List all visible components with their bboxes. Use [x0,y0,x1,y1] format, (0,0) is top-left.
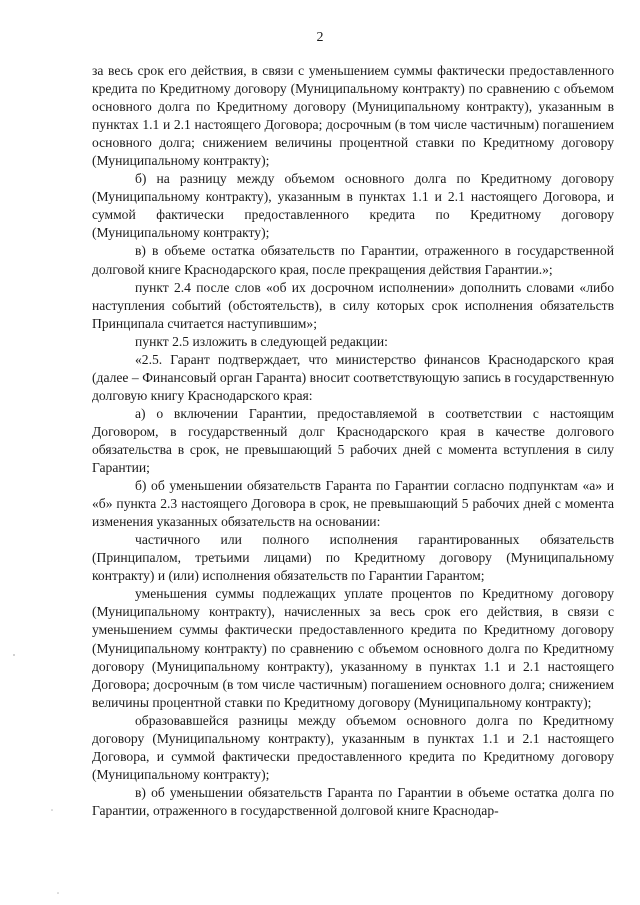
paragraph-clause-2-5-a: а) о включении Гарантии, предоставляемой в соответствии с настоящим Договором, в государственный долг Краснодарского края в качестве долгового обязательства в срок, не превышающий 5 рабочих дней с момента вступления в силу Гарантии; [92,405,614,476]
paragraph-continuation: за весь срок его действия, в связи с уменьшением суммы фактически предоставленного кредита по Кредитному договору (Муниципальному контракту) по сравнению с объемом основного долга по Кредитному договору (Муниципальному контракту), указанным в пунктах 1.1 и 2.1 настоящего Договора; досрочным (в том числе частичным) погашением основного долга; снижением величины процентной ставки по Кредитному договору (Муниципальному контракту); [92,63,614,169]
paragraph-subitem-v: в) в объеме остатка обязательств по Гарантии, отраженного в государственной долговой книге Краснодарского края, после прекращения действия Гарантии.»; [92,243,614,277]
paragraph-clause-2-5: «2.5. Гарант подтверждает, что министерство финансов Краснодарского края (далее – Финансовый орган Гаранта) вносит соответствующую запись в государственную долговую книгу Краснодарского края: [92,351,614,403]
paragraph-basis-1: частичного или полного исполнения гарантированных обязательств (Принципалом, третьими лицами) по Кредитному договору (Муниципальному контракту) и (или) исполнения обязательств по Гарантии Гарантом; [92,532,614,584]
page-number: 2 [316,30,324,45]
paragraph-clause-2-5-v: в) об уменьшении обязательств Гаранта по Гарантии в объеме остатка долга по Гарантии, отраженного в государственной долговой книге Краснодар- [92,784,614,818]
paragraph-subitem-b: б) на разницу между объемом основного долга по Кредитному договору (Муниципальному контракту), указанным в пунктах 1.1 и 2.1 настоящего Договора, и суммой фактически предоставленного кредита по Кредитному договору (Муниципальному контракту); [92,171,614,241]
paragraph-clause-2-4: пункт 2.4 после слов «об их досрочном исполнении» дополнить словами «либо наступления событий (обстоятельств), в силу которых срок исполнения обязательств Принципала считается наступившим»; [92,279,614,331]
paragraph-clause-2-5-intro: пункт 2.5 изложить в следующей редакции: [135,333,388,349]
paragraph-basis-3: образовавшейся разницы между объемом основного долга по Кредитному договору (Муниципальному контракту), указанным в пунктах 1.1 и 2.1 настоящего Договора, и суммой фактически предоставленного кредита по Кредитному договору (Муниципальному контракту); [92,712,614,782]
paragraph-clause-2-5-b: б) об уменьшении обязательств Гаранта по Гарантии согласно подпунктам «а» и «б» пункта 2.3 настоящего Договора в срок, не превышающий 5 рабочих дней с момента изменения указанных обязательств на основании: [92,478,614,530]
document-body [92,62,614,820]
paragraph-basis-2: уменьшения суммы подлежащих уплате процентов по Кредитному договору (Муниципальному контракту), начисленных за весь срок его действия, в связи с уменьшением суммы фактически предоставленного кредита по Кредитному договору (Муниципальному контракту) по сравнению с объемом основного долга по Кредитному договору (Муниципальному контракту), указанному в пунктах 1.1 и 2.1 настоящего Договора; досрочным (в том числе частичным) погашением основного долга; снижением величины процентной ставки по Кредитному договору (Муниципальному контракту); [92,586,614,710]
